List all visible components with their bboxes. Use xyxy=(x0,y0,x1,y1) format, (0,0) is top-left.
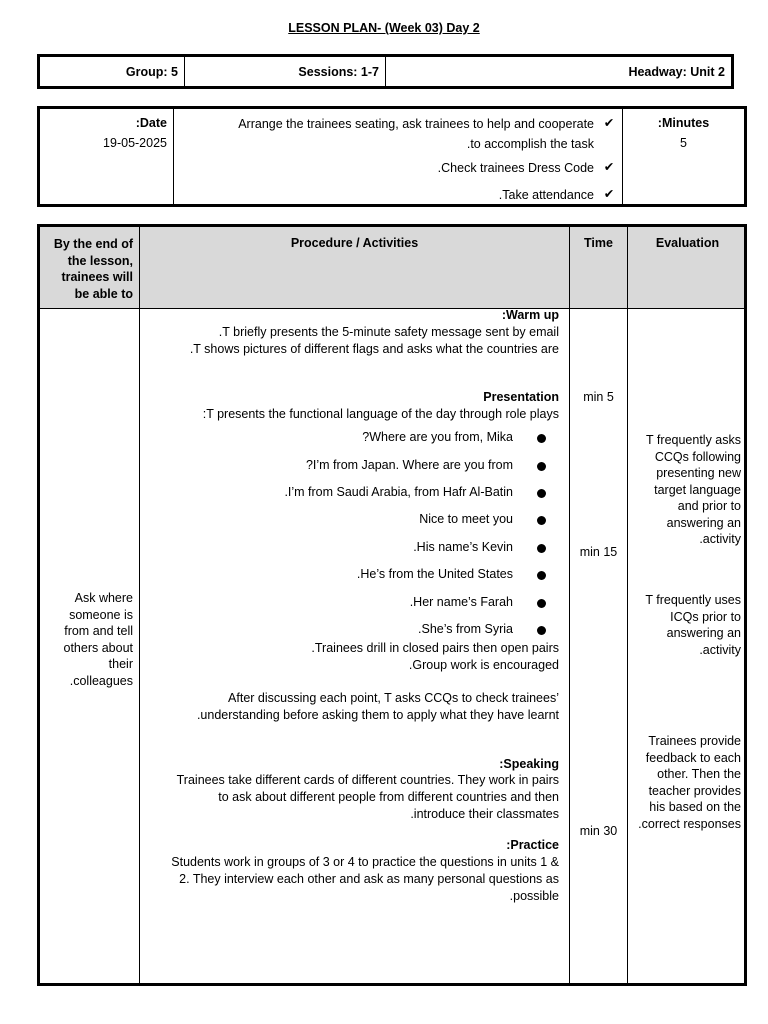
presentation-after: .Group work is encouraged xyxy=(408,658,559,672)
speaking-line: .introduce their classmates xyxy=(410,807,559,821)
sessions-cell: Sessions: 1-7 xyxy=(185,57,386,86)
presentation-heading: Presentation xyxy=(483,390,559,404)
lesson-table xyxy=(37,224,747,986)
evaluation-line: feedback to each xyxy=(645,750,741,765)
group-cell: Group: 5 xyxy=(40,57,185,86)
warm-up-line: .T shows pictures of different flags and asks what the countries are xyxy=(189,342,559,356)
time-value: min 30 xyxy=(579,824,618,838)
evaluation-line: target language xyxy=(654,482,741,497)
bullet-icon xyxy=(537,489,546,498)
evaluation-line: T frequently uses xyxy=(645,593,741,607)
evaluation-line: presenting new xyxy=(656,466,741,480)
task-item: .Take attendance xyxy=(498,188,594,202)
evaluation-line: ICQs prior to xyxy=(670,609,741,624)
header-bar xyxy=(37,54,734,89)
speaking-line: Trainees take different cards of different countries. They work in pairs xyxy=(176,773,559,787)
bullet-icon xyxy=(537,516,546,525)
warm-up-line: .T briefly presents the 5-minute safety message sent by email xyxy=(218,325,559,339)
task-list xyxy=(174,109,623,204)
dialogue-item: .He’s from the United States xyxy=(356,567,513,581)
evaluation-line: and prior to xyxy=(677,499,741,513)
objective-line: others about xyxy=(63,640,133,655)
evaluation-line: other. Then the xyxy=(657,767,741,781)
column-divider xyxy=(569,227,570,983)
date-label: :Date xyxy=(135,116,167,130)
date-column xyxy=(40,109,174,204)
header-time: Time xyxy=(584,236,613,250)
evaluation-line: answering an xyxy=(666,626,741,640)
evaluation-line: T frequently asks xyxy=(646,433,741,447)
evaluation-line: answering an xyxy=(666,515,741,530)
evaluation-line: his based on the xyxy=(649,800,741,814)
ccq-line: After discussing each point, T asks CCQs to check trainees’ xyxy=(228,691,559,705)
bullet-icon xyxy=(537,626,546,635)
header-objective-line: By the end of xyxy=(53,237,133,251)
date-box xyxy=(37,106,747,207)
dialogue-item: .His name’s Kevin xyxy=(413,540,513,554)
dialogue-item: Nice to meet you xyxy=(419,512,513,526)
dialogue-item: .I’m from Saudi Arabia, from Hafr Al-Batin xyxy=(284,485,513,499)
evaluation-line: .activity xyxy=(699,532,741,546)
header-objective-line: the lesson, xyxy=(67,253,133,268)
header-procedure: Procedure / Activities xyxy=(290,236,419,250)
practice-line: Students work in groups of 3 or 4 to practice the questions in units 1 & xyxy=(171,855,559,869)
date-value: 19-05-2025 xyxy=(103,136,167,150)
evaluation-line: .activity xyxy=(699,642,741,657)
objective-line: their xyxy=(108,657,133,671)
time-value: min 15 xyxy=(579,545,618,559)
ccq-line: .understanding before asking them to apply what they have learnt xyxy=(196,708,559,722)
bullet-icon xyxy=(537,599,546,608)
evaluation-line: .correct responses xyxy=(638,816,741,831)
header-objective-line: trainees will xyxy=(61,270,133,284)
dialogue-item: ?I’m from Japan. Where are you from xyxy=(305,458,513,472)
objective-line: .colleagues xyxy=(69,673,133,688)
presentation-after: .Trainees drill in closed pairs then open pairs xyxy=(311,641,559,655)
header-evaluation: Evaluation xyxy=(655,236,720,250)
warm-up-heading: :Warm up xyxy=(501,308,559,322)
book-cell: Headway: Unit 2 xyxy=(628,64,725,79)
evaluation-note xyxy=(628,432,741,548)
speaking-line: to ask about different people from different countries and then xyxy=(218,790,559,804)
objective-text xyxy=(40,590,133,689)
task-item: .to accomplish the task xyxy=(466,137,594,151)
check-icon: ✔ xyxy=(603,160,615,174)
practice-line: 2. They interview each other and ask as many personal questions as xyxy=(179,872,559,886)
objective-line: from and tell xyxy=(64,624,133,638)
practice-line: .possible xyxy=(509,889,559,903)
header-objective-line: be able to xyxy=(74,286,133,301)
header-objective xyxy=(40,227,139,309)
bullet-icon xyxy=(537,571,546,580)
minutes-column xyxy=(623,109,744,204)
evaluation-line: Trainees provide xyxy=(648,734,741,748)
presentation-intro: :T presents the functional language of the day through role plays xyxy=(202,407,559,421)
speaking-heading: :Speaking xyxy=(499,757,559,771)
bullet-icon xyxy=(537,544,546,553)
task-item: .Check trainees Dress Code xyxy=(437,161,594,175)
objective-line: someone is xyxy=(69,607,133,622)
minutes-value: 5 xyxy=(680,136,687,150)
page-title: LESSON PLAN- (Week 03) Day 2 xyxy=(288,21,480,35)
dialogue-item: ?Where are you from, Mika xyxy=(362,430,513,444)
bullet-icon xyxy=(537,462,546,471)
task-item: Arrange the trainees seating, ask trainees to help and cooperate xyxy=(238,117,594,131)
objective-line: Ask where xyxy=(74,591,133,605)
bullet-icon xyxy=(537,434,546,443)
evaluation-line: CCQs following xyxy=(654,449,741,464)
evaluation-note xyxy=(628,733,741,832)
dialogue-item: .She’s from Syria xyxy=(418,622,513,636)
check-icon: ✔ xyxy=(603,116,615,130)
practice-heading: :Practice xyxy=(506,838,559,852)
evaluation-line: teacher provides xyxy=(648,783,741,798)
time-value: min 5 xyxy=(583,390,614,404)
minutes-label: :Minutes xyxy=(657,116,710,130)
evaluation-note xyxy=(628,592,741,658)
column-divider xyxy=(139,227,140,983)
dialogue-item: .Her name’s Farah xyxy=(409,595,513,609)
check-icon: ✔ xyxy=(603,187,615,201)
